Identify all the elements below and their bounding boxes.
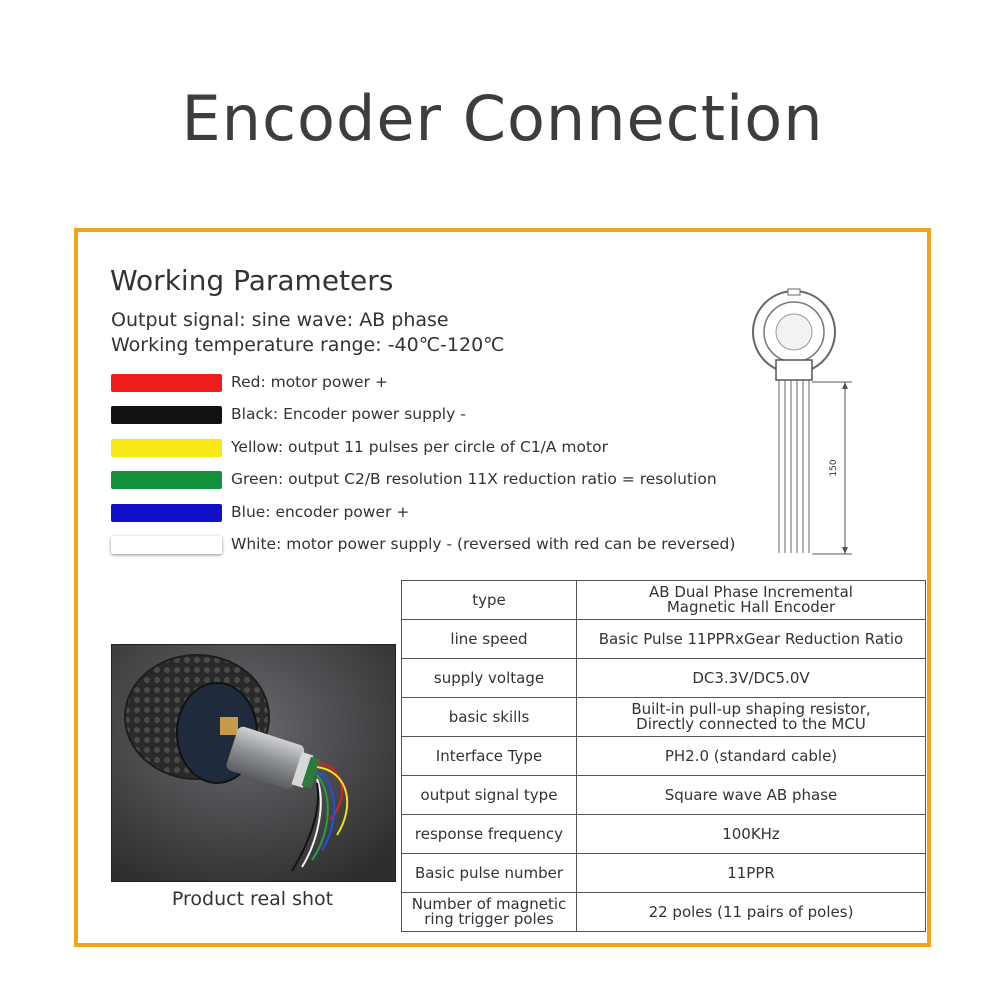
- spec-value: [577, 581, 926, 620]
- table-row: [402, 698, 926, 737]
- photo-caption: Product real shot: [171, 888, 334, 910]
- spec-value-text: 100KHz: [722, 824, 780, 843]
- spec-key-text: type: [472, 590, 506, 609]
- dimension-label: 150: [829, 459, 839, 477]
- spec-key-text: Basic pulse number: [414, 863, 564, 882]
- table-row: [402, 815, 926, 854]
- spec-value: [577, 854, 926, 893]
- wire-color-swatch: [111, 536, 222, 554]
- spec-key: [402, 581, 577, 620]
- table-row: [402, 893, 926, 932]
- spec-key: [402, 815, 577, 854]
- spec-key: [402, 737, 577, 776]
- spec-value: [577, 698, 926, 737]
- wire-color-swatch: [111, 406, 222, 424]
- spec-value-text: 22 poles (11 pairs of poles): [648, 902, 854, 921]
- spec-value-text: 11PPR: [727, 863, 775, 882]
- spec-table: [401, 580, 926, 932]
- spec-key: [402, 620, 577, 659]
- spec-key-text: basic skills: [448, 707, 530, 726]
- wire-color-swatch: [111, 439, 222, 457]
- spec-value-text: Square wave AB phase: [664, 785, 838, 804]
- spec-key-text: Number of magnetic: [411, 895, 567, 913]
- spec-key: [402, 854, 577, 893]
- table-row: [402, 776, 926, 815]
- spec-value-text: Built-in pull-up shaping resistor,: [631, 700, 871, 718]
- wire-label: Yellow: output 11 pulses per circle of C1/A motor: [231, 437, 608, 456]
- output-signal-text: Output signal: sine wave: AB phase: [111, 309, 449, 331]
- spec-key: [402, 893, 577, 932]
- wire-color-swatch: [111, 374, 222, 392]
- spec-value-text: Magnetic Hall Encoder: [666, 598, 836, 616]
- spec-key: [402, 659, 577, 698]
- spec-value: [577, 893, 926, 932]
- encoder-shaft: [776, 314, 812, 350]
- spec-key-text: response frequency: [414, 824, 564, 843]
- wire-label: Green: output C2/B resolution 11X reduction ratio = resolution: [231, 470, 717, 489]
- spec-value: [577, 659, 926, 698]
- spec-key-text: supply voltage: [433, 668, 545, 687]
- spec-value: [577, 815, 926, 854]
- table-row: [402, 620, 926, 659]
- table-row: [402, 854, 926, 893]
- spec-key-text: Interface Type: [435, 746, 543, 765]
- spec-key: [402, 776, 577, 815]
- encoder-drawing: [740, 288, 890, 563]
- table-row: [402, 659, 926, 698]
- wire-label: Black: Encoder power supply -: [231, 405, 466, 424]
- temperature-range-text: Working temperature range: -40℃-120℃: [111, 334, 505, 356]
- wire-label: White: motor power supply - (reversed with red can be reversed): [231, 535, 736, 553]
- spec-value-text: PH2.0 (standard cable): [664, 746, 838, 765]
- spec-key-text: ring trigger poles: [424, 910, 554, 928]
- spec-value-text: AB Dual Phase Incremental: [649, 583, 853, 601]
- table-row: [402, 581, 926, 620]
- spec-value: [577, 737, 926, 776]
- spec-key-text: output signal type: [420, 785, 558, 804]
- spec-key: [402, 698, 577, 737]
- product-photo: [111, 644, 396, 882]
- spec-value: [577, 776, 926, 815]
- page-title: Encoder Connection: [181, 82, 824, 155]
- wire-label: Blue: encoder power +: [231, 502, 410, 521]
- wire-label: Red: motor power +: [231, 373, 388, 391]
- spec-value-text: DC3.3V/DC5.0V: [692, 668, 810, 687]
- wire-color-swatch: [111, 471, 222, 489]
- encoder-connector: [776, 360, 812, 380]
- wire-color-swatch: [111, 504, 222, 522]
- spec-value-text: Basic Pulse 11PPRxGear Reduction Ratio: [598, 629, 904, 648]
- table-row: [402, 737, 926, 776]
- spec-key-text: line speed: [450, 629, 528, 648]
- spec-value: [577, 620, 926, 659]
- section-title: Working Parameters: [110, 264, 394, 297]
- spec-value-text: Directly connected to the MCU: [636, 715, 866, 733]
